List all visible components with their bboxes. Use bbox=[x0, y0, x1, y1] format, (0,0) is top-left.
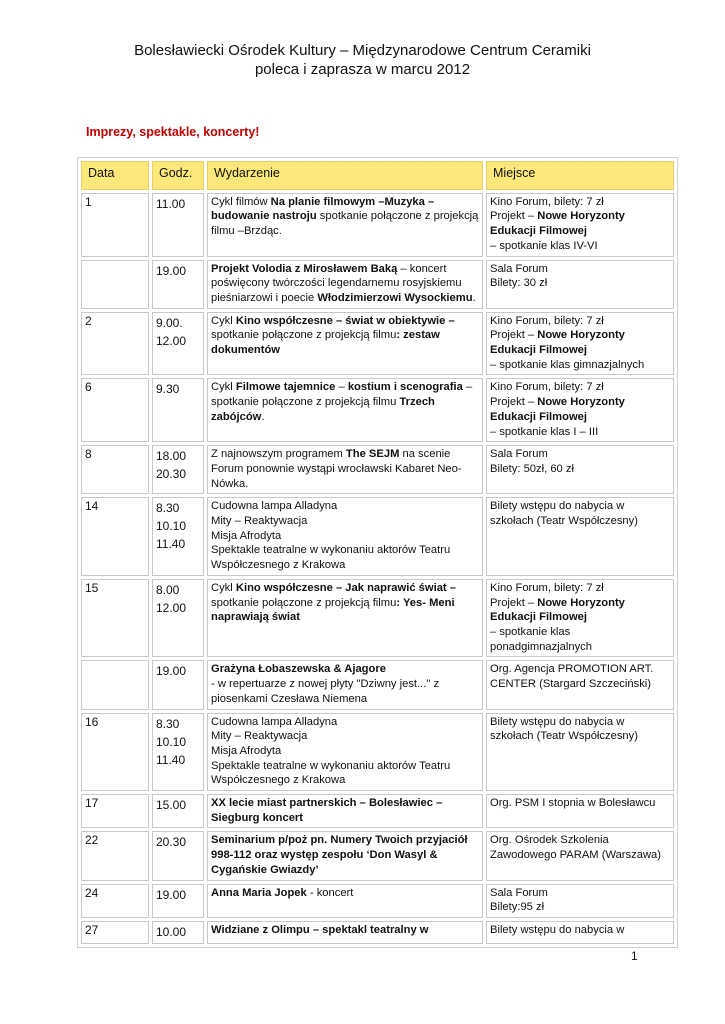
table-row bbox=[81, 831, 674, 880]
text-segment: Filmowe tajemnice bbox=[235, 381, 336, 394]
time-cell bbox=[152, 193, 204, 257]
text-segment: Spektakle teatralne w wykonaniu aktorów Teatru Współczesnego z Krakowa bbox=[211, 544, 451, 572]
text-segment: – spotkanie klas I – III bbox=[490, 425, 599, 438]
text-segment: Włodzimierzowi Wysockiemu bbox=[317, 291, 473, 304]
place-cell bbox=[486, 884, 674, 918]
time-cell bbox=[152, 794, 204, 828]
time-value: 8.00 bbox=[156, 582, 180, 597]
time-value: 12.00 bbox=[156, 600, 187, 615]
text-segment: Nowe Horyzonty Edukacji Filmowej bbox=[490, 329, 625, 357]
text-segment: spotkanie połączone z projekcją filmu bbox=[211, 596, 397, 609]
date-cell: 2 bbox=[81, 312, 149, 376]
text-segment: Projekt – bbox=[490, 596, 538, 609]
text-segment: Widziane z Olimpu – spektakl teatralny w bbox=[211, 923, 429, 936]
time-cell bbox=[152, 831, 204, 880]
time-value: 11.00 bbox=[156, 196, 186, 211]
time-cell bbox=[152, 378, 204, 442]
text-segment: Cykl filmów bbox=[211, 195, 271, 208]
table-row bbox=[81, 378, 674, 442]
text-segment: – bbox=[335, 381, 348, 394]
time-cell bbox=[152, 713, 204, 792]
text-segment: Projekt – bbox=[490, 329, 538, 342]
text-segment: spotkanie połączone z projekcją filmu bbox=[211, 329, 397, 342]
table-row bbox=[81, 260, 674, 309]
event-cell bbox=[207, 660, 483, 709]
table-row bbox=[81, 794, 674, 828]
time-value: 20.30 bbox=[156, 835, 187, 850]
page-number: 1 bbox=[631, 949, 638, 963]
date-cell: 1 bbox=[81, 193, 149, 257]
date-cell: 24 bbox=[81, 884, 149, 918]
text-segment: – spotkanie klas ponadgimnazjalnych bbox=[490, 625, 592, 653]
event-cell bbox=[207, 312, 483, 376]
time-value: 9.30 bbox=[156, 382, 180, 397]
place-cell bbox=[486, 713, 674, 792]
text-segment: Projekt Volodia z Mirosławem Baką bbox=[211, 262, 398, 275]
table-row bbox=[81, 660, 674, 709]
date-cell bbox=[81, 260, 149, 309]
section-title: Imprezy, spektakle, koncerty! bbox=[86, 125, 260, 139]
text-segment: Cykl bbox=[211, 314, 236, 327]
date-cell: 22 bbox=[81, 831, 149, 880]
event-cell bbox=[207, 713, 483, 792]
time-cell bbox=[152, 660, 204, 709]
text-segment: Kino Forum, bilety: 7 zł bbox=[490, 195, 604, 208]
time-value: 11.40 bbox=[156, 537, 186, 552]
text-segment: The SEJM bbox=[345, 448, 400, 461]
text-segment: XX lecie miast partnerskich – Bolesławiec – Siegburg koncert bbox=[211, 797, 443, 824]
text-segment: . bbox=[472, 291, 476, 304]
text-segment: - w repertuarze z nowej płyty "Dziwny jest..." z piosenkami Czesława Niemena bbox=[211, 678, 440, 705]
text-segment: Projekt – bbox=[490, 210, 538, 223]
time-value: 10.10 bbox=[156, 734, 187, 749]
text-segment: Grażyna Łobaszewska & Ajagore bbox=[211, 663, 386, 676]
event-cell bbox=[207, 921, 483, 944]
date-cell: 17 bbox=[81, 794, 149, 828]
text-segment: Mity – Reaktywacja bbox=[211, 515, 308, 528]
date-cell: 15 bbox=[81, 579, 149, 658]
header-line-2: poleca i zaprasza w marcu 2012 bbox=[254, 61, 471, 78]
text-segment: Misja Afrodyta bbox=[211, 744, 282, 757]
column-header-date: Data bbox=[81, 161, 149, 190]
text-segment: Spektakle teatralne w wykonaniu aktorów Teatru Współczesnego z Krakowa bbox=[211, 759, 451, 787]
text-segment: Bilety wstępu do nabycia w szkołach (Teatr Współczesny) bbox=[490, 500, 638, 528]
text-segment: Nowe Horyzonty Edukacji Filmowej bbox=[490, 596, 625, 624]
text-segment: – spotkanie klas gimnazjalnych bbox=[490, 358, 645, 371]
table-row bbox=[81, 579, 674, 658]
table-row bbox=[81, 312, 674, 376]
text-segment: Kino współczesne – świat w obiektywie – bbox=[235, 314, 455, 327]
text-segment: Sala Forum bbox=[490, 886, 548, 899]
time-cell bbox=[152, 312, 204, 376]
place-cell bbox=[486, 312, 674, 376]
place-cell bbox=[486, 660, 674, 709]
table-row bbox=[81, 445, 674, 494]
text-segment: Cudowna lampa Alladyna bbox=[211, 500, 338, 513]
text-segment: Na planie filmowym –Muzyka – budowanie nastroju bbox=[211, 195, 435, 223]
event-cell bbox=[207, 794, 483, 828]
text-segment: Sala Forum bbox=[490, 448, 548, 461]
text-segment: Cudowna lampa Alladyna bbox=[211, 715, 338, 728]
time-cell bbox=[152, 445, 204, 494]
text-segment: Kino współczesne – Jak naprawić świat – bbox=[235, 581, 456, 594]
time-value: 8.30 bbox=[156, 501, 180, 516]
text-segment: . bbox=[261, 410, 265, 423]
text-segment: Sala Forum bbox=[490, 262, 548, 275]
time-cell bbox=[152, 921, 204, 944]
text-segment: Kino Forum, bilety: 7 zł bbox=[490, 314, 604, 327]
text-segment: Kino Forum, bilety: 7 zł bbox=[490, 381, 604, 394]
place-cell bbox=[486, 831, 674, 880]
events-table bbox=[77, 157, 678, 948]
text-segment: – spotkanie połączone z projekcją filmu bbox=[211, 381, 473, 409]
text-segment: Org. Ośrodek Szkolenia Zawodowego PARAM (Warszawa) bbox=[490, 834, 661, 862]
time-value: 9.00. bbox=[156, 315, 183, 330]
header-line-1: Bolesławiecki Ośrodek Kultury – Międzynarodowe Centrum Ceramiki bbox=[134, 42, 591, 59]
text-segment: : Yes- Meni naprawiają świat bbox=[211, 596, 455, 624]
date-cell bbox=[81, 660, 149, 709]
event-cell bbox=[207, 884, 483, 918]
text-segment: Bilety: 50zł, 60 zł bbox=[490, 462, 574, 475]
event-cell bbox=[207, 831, 483, 880]
place-cell bbox=[486, 921, 674, 944]
date-cell: 8 bbox=[81, 445, 149, 494]
date-cell: 6 bbox=[81, 378, 149, 442]
table-row bbox=[81, 713, 674, 792]
date-cell: 16 bbox=[81, 713, 149, 792]
column-header-time: Godz. bbox=[152, 161, 204, 190]
text-segment: spotkanie połączone z projekcją filmu –Brzdąc. bbox=[211, 210, 479, 238]
column-header-event: Wydarzenie bbox=[207, 161, 483, 190]
place-cell bbox=[486, 579, 674, 658]
event-cell bbox=[207, 260, 483, 309]
table-row bbox=[81, 193, 674, 257]
table-row bbox=[81, 921, 674, 944]
column-header-place: Miejsce bbox=[486, 161, 674, 190]
text-segment: Cykl bbox=[211, 581, 236, 594]
document-header bbox=[0, 41, 725, 79]
text-segment: Z najnowszym programem bbox=[211, 448, 346, 461]
time-value: 12.00 bbox=[156, 333, 187, 348]
text-segment: Mity – Reaktywacja bbox=[211, 730, 308, 743]
time-value: 19.00 bbox=[156, 263, 187, 278]
place-cell bbox=[486, 260, 674, 309]
text-segment: na scenie Forum ponownie wystąpi wrocławski Kabaret Neo-Nówka. bbox=[211, 448, 462, 490]
events-table-body bbox=[81, 193, 674, 944]
text-segment: - koncert bbox=[306, 886, 354, 899]
time-value: 15.00 bbox=[156, 798, 187, 813]
text-segment: Bilety: 30 zł bbox=[490, 277, 548, 290]
place-cell bbox=[486, 193, 674, 257]
time-value: 11.40 bbox=[156, 752, 186, 767]
text-segment: Nowe Horyzonty Edukacji Filmowej bbox=[490, 210, 625, 238]
text-segment: Misja Afrodyta bbox=[211, 529, 282, 542]
time-cell bbox=[152, 260, 204, 309]
table-row bbox=[81, 884, 674, 918]
event-cell bbox=[207, 193, 483, 257]
place-cell bbox=[486, 445, 674, 494]
date-cell: 27 bbox=[81, 921, 149, 944]
table-header-row bbox=[81, 161, 674, 190]
time-cell bbox=[152, 579, 204, 658]
date-cell: 14 bbox=[81, 497, 149, 576]
text-segment: Kino Forum, bilety: 7 zł bbox=[490, 581, 604, 594]
text-segment: Nowe Horyzonty Edukacji Filmowej bbox=[490, 396, 625, 423]
text-segment: – spotkanie klas IV-VI bbox=[490, 239, 598, 252]
text-segment: Bilety wstępu do nabycia w szkołach (Teatr Współczesny) bbox=[490, 715, 638, 743]
event-cell bbox=[207, 445, 483, 494]
event-cell bbox=[207, 579, 483, 658]
text-segment: Seminarium p/poż pn. Numery Twoich przyjaciół 998-112 oraz występ zespołu ‘Don Wasyl & Cygańskie Gwiazdy’ bbox=[211, 834, 468, 876]
time-cell bbox=[152, 497, 204, 576]
time-value: 18.00 bbox=[156, 449, 187, 464]
table-row bbox=[81, 497, 674, 576]
event-cell bbox=[207, 497, 483, 576]
text-segment: Org. PSM I stopnia w Bolesławcu bbox=[490, 797, 656, 810]
time-value: 20.30 bbox=[156, 467, 187, 482]
text-segment: : zestaw dokumentów bbox=[211, 329, 440, 357]
place-cell bbox=[486, 378, 674, 442]
time-value: 19.00 bbox=[156, 887, 187, 902]
text-segment: Projekt – bbox=[490, 396, 538, 409]
text-segment: Org. Agencja PROMOTION ART. CENTER (Stargard Szczeciński) bbox=[490, 663, 654, 691]
text-segment: Trzech zabójców bbox=[211, 396, 435, 423]
event-cell bbox=[207, 378, 483, 442]
text-segment: kostium i scenografia bbox=[347, 381, 463, 394]
text-segment: Anna Maria Jopek bbox=[211, 886, 307, 899]
time-value: 10.10 bbox=[156, 519, 187, 534]
time-value: 19.00 bbox=[156, 664, 187, 679]
text-segment: Cykl bbox=[211, 381, 236, 394]
text-segment: Bilety:95 zł bbox=[490, 901, 545, 914]
text-segment: Bilety wstępu do nabycia w bbox=[490, 923, 625, 936]
time-value: 8.30 bbox=[156, 716, 180, 731]
text-segment: – koncert poświęcony twórczości legendarnemu rosyjskiemu pieśniarzowi i poecie bbox=[211, 262, 462, 304]
place-cell bbox=[486, 497, 674, 576]
time-cell bbox=[152, 884, 204, 918]
place-cell bbox=[486, 794, 674, 828]
time-value: 10.00 bbox=[156, 924, 187, 939]
